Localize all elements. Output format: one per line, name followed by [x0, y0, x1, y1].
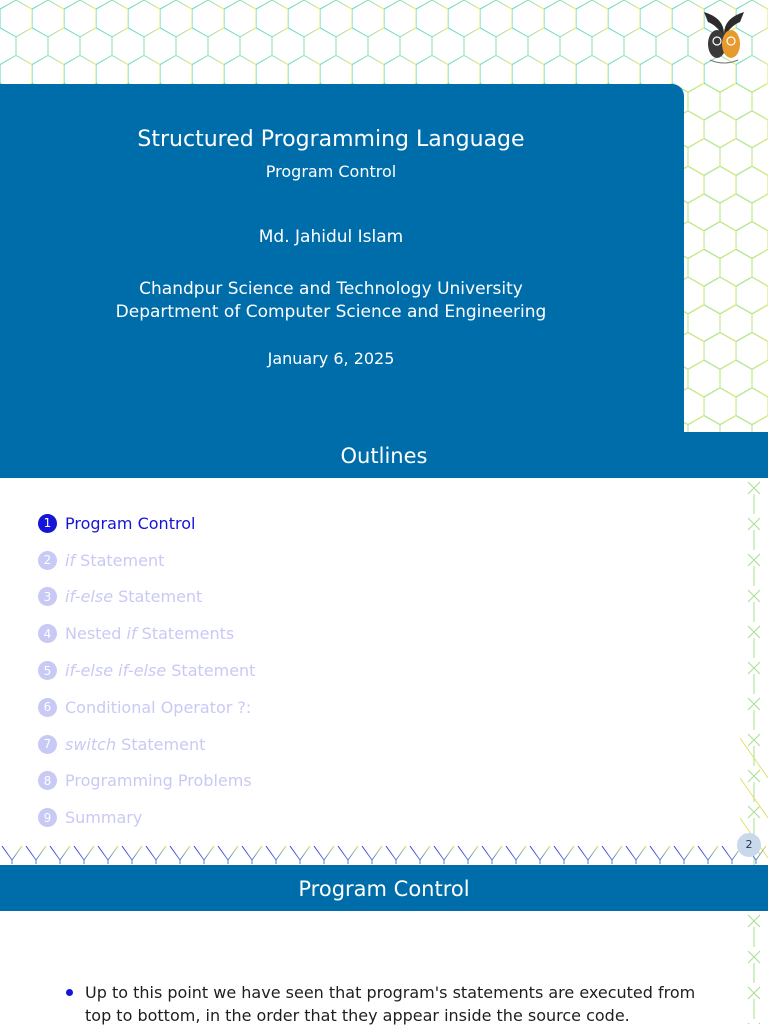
bullet-item	[64, 981, 724, 1027]
toc-item-label: Nested if Statements	[65, 624, 235, 644]
toc-number-badge: 5	[38, 661, 57, 680]
page-number-badge: 2	[737, 833, 761, 857]
bullet-text: Up to this point we have seen that program's statements are executed from top to bottom, in the order that they appear inside the source code.	[85, 983, 696, 1025]
university-logo-icon	[700, 8, 748, 64]
toc-number-badge: 9	[38, 808, 57, 827]
presentation-title: Structured Programming Language	[137, 127, 525, 152]
toc-item-summary[interactable]	[38, 799, 255, 836]
toc-item-label: if-else if-else Statement	[65, 661, 256, 681]
toc-item-if-else-if-else[interactable]	[38, 652, 255, 689]
toc-item-program-control[interactable]	[38, 505, 255, 542]
bullet-dot-icon	[66, 989, 73, 996]
department-name: Department of Computer Science and Engineering	[115, 302, 547, 322]
frame-title-program-control: Program Control	[0, 865, 768, 911]
toc-item-label: Program Control	[65, 513, 196, 533]
right-border-decoration-2	[740, 911, 768, 1024]
toc-number-badge: 3	[38, 587, 57, 606]
institution-name: Chandpur Science and Technology University	[139, 279, 523, 299]
toc-number-badge: 7	[38, 735, 57, 754]
toc-number-badge: 1	[38, 514, 57, 533]
bottom-border-decoration	[0, 842, 768, 864]
toc-number-badge: 8	[38, 771, 57, 790]
author-name: Md. Jahidul Islam	[258, 227, 404, 247]
toc-number-badge: 4	[38, 624, 57, 643]
toc-number-badge: 2	[38, 551, 57, 570]
presentation-subtitle: Program Control	[265, 162, 397, 181]
toc-item-conditional-operator[interactable]	[38, 689, 255, 726]
toc-item-label: switch Statement	[65, 734, 206, 754]
toc-item-programming-problems[interactable]	[38, 763, 255, 800]
frame-title-outlines: Outlines	[0, 432, 768, 478]
toc-item-label: if-else Statement	[65, 587, 203, 607]
toc-item-label: Summary	[65, 808, 143, 828]
toc-item-if-else-statement[interactable]	[38, 579, 255, 616]
toc-item-label: Programming Problems	[65, 771, 252, 791]
toc-number-badge: 6	[38, 698, 57, 717]
presentation-date: January 6, 2025	[267, 349, 395, 368]
toc-item-label: Conditional Operator ?:	[65, 697, 252, 717]
toc-item-if-statement[interactable]	[38, 542, 255, 579]
toc-item-nested-if[interactable]	[38, 615, 255, 652]
toc-item-label: if Statement	[65, 550, 165, 570]
table-of-contents	[38, 505, 255, 836]
toc-item-switch-statement[interactable]	[38, 726, 255, 763]
right-border-decoration	[740, 478, 768, 865]
